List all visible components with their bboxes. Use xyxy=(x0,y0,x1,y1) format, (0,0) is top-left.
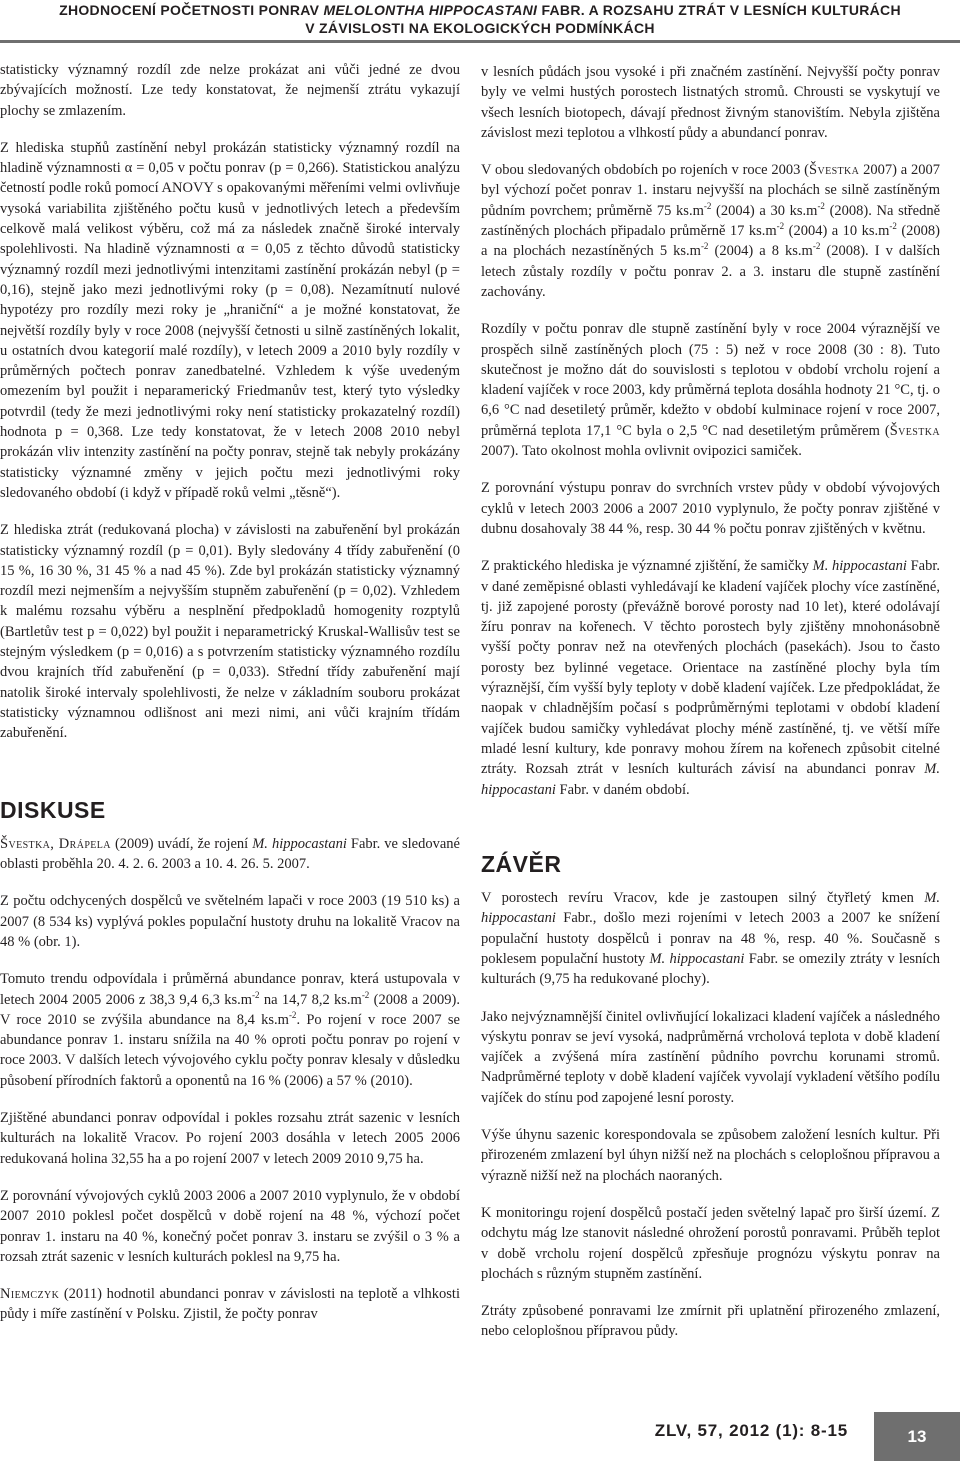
species-name: M. hippocastani xyxy=(812,558,907,575)
species-name: M. hippocastani xyxy=(481,890,940,927)
header-line-1: ZHODNOCENÍ POČETNOSTI PONRAV MELOLONTHA HIPPOCASTANI FABR. A ROZSAHU ZTRÁT V LESNÍCH KULTURÁCH xyxy=(59,2,901,18)
superscript: -2 xyxy=(361,989,370,1000)
paragraph: Z porovnání výstupu ponrav do svrchních vrstev půdy v období vývojových cyklů v letech 2003 2006 a 2007 2010 vyplynulo, že počty ponrav zjištěné v dubnu dosahovaly 38 44 %, resp. 30 44 % počtu ponrav zjištěných v květnu. xyxy=(481,480,940,537)
superscript: -2 xyxy=(252,989,260,1000)
author-names: Švestka xyxy=(889,422,940,439)
right-column xyxy=(481,62,940,1342)
paragraph: Jako nejvýznamnější činitel ovlivňující lokalizaci kladení vajíček a následného výskytu ponrav se jeví vysoká, nadprůměrná vrcholová teplota v době kladení vajíček a zvýšená míra zastínění půdního povrchu korunami stromů. Nadprůměrné teploty v době kladení vajíček vyvolají vykladení většího podílu vajíček do stínu pod zapojené lesní porosty. xyxy=(481,1008,940,1106)
paragraph: Švestka, Drápela (2009) uvádí, že rojení M. hippocastani Fabr. ve sledované oblasti proběhla 20. 4. 2. 6. 2003 a 10. 4. 26. 5. 2007. xyxy=(0,835,460,873)
left-column xyxy=(0,60,460,1325)
species-name: M. hippocastani xyxy=(649,950,745,967)
paragraph: Z porovnání vývojových cyklů 2003 2006 a 2007 2010 vyplynulo, že v období 2007 2010 poklesl počet dospělců v době rojení na 48 %, výchozí počet ponrav 1. instaru na 40 %, konečný počet ponrav 3. instaru se zvýšil o 3 % a rozsah ztrát sazenic v lesních kulturách poklesl na 9,75 ha. xyxy=(0,1187,460,1265)
paragraph: V porostech revíru Vracov, kde je zastoupen silný čtyřletý kmen M. hippocastani Fabr., došlo mezi rojeními v letech 2003 a 2007 ke snížení populační hustoty dospělců i ponrav na 48 %, resp. 40 %. Současně s poklesem populační hustoty M. hippocastani Fabr. se omezily ztráty v lesních kulturách (9,75 ha redukované plochy). xyxy=(481,890,940,988)
paragraph: statisticky významný rozdíl zde nelze prokázat ani vůči jedné ze dvou zbývajících možností. Lze tedy konstatovat, že nejmenší ztrátu vykazují plochy se zmlazením. xyxy=(0,62,460,119)
species-name: M. hippocastani xyxy=(252,835,347,852)
page-number: 13 xyxy=(874,1412,960,1461)
superscript: -2 xyxy=(703,200,712,211)
section-heading-diskuse: DISKUSE xyxy=(0,796,106,823)
paragraph: Z hlediska ztrát (redukovaná plocha) v závislosti na zabuřenění byl prokázán statisticky významný rozdíl (p = 0,01). Byly sledovány 4 třídy zabuřenění (0 15 %, 16 30 %, 31 45 % a nad 45 %). Zde byl prokázán statisticky významný rozdíl mezi nejmenším a nejvyšším stupněm zabuřenění (p = 0,02). Vzhledem k malému rozsahu výběru a nesplnění předpokladů homogenity rozptylů (Bartletův test p = 0,022) byl použit i neparametrický Kruskal-Wallisův test se stejným výsledkem (p = 0,016) a s potvrzením statisticky významného rozdílu dvou krajních tříd zabuřenění (p = 0,033). Střední třídy zabuřenění mají natolik široké intervaly spolehlivosti, že nelze v základním souboru prokázat statisticky významnou odlišnost ani mezi nimi, ani vůči krajním třídám zabuřenění. xyxy=(0,522,460,742)
paragraph: Z praktického hlediska je významné zjištění, že samičky M. hippocastani Fabr. v dané zeměpisné oblasti vyhledávají ke kladení vajíček plochy více zastíněné, tj. již zapojené porosty (převážně borové porosty nad 10 let), které odolávají žíru ponrav na kořenech. V těchto porostech byly zjištěny mnohonásobně vyšší počty ponrav než na otevřených plochách (pasekách). Jsou to často porosty bez bylinné vegetace. Orientace na zastíněné plochy byla tím výraznější, čím vyšší byly teploty v době kladení vajíček. Lze předpokládat, že naopak v chladnějším počasí s podprůměrnými teplotami v období kladení vajíček budou samičky vyhledávat plochy méně zastíněné, tj. ve větší míře mladé lesní kultury, kde ponravy mohou žírem na kořenech způsobit citelné ztráty. Rozsah ztrát v lesních kulturách závisí na abundanci ponrav M. hippocastani Fabr. v daném období. xyxy=(481,558,941,798)
paragraph: Ztráty způsobené ponravami lze zmírnit při uplatnění přirozeného zmlazení, nebo celoplošnou přípravou půdy. xyxy=(481,1303,940,1340)
header-line-2: V ZÁVISLOSTI NA EKOLOGICKÝCH PODMÍNKÁCH xyxy=(305,20,655,36)
superscript: -2 xyxy=(817,200,825,211)
superscript: -2 xyxy=(812,241,821,252)
paragraph: K monitoringu rojení dospělců postačí jeden světelný lapač pro širší území. Z odchytu mág lze stanovit následné ohrožení porostů ponravami. Průběh teplot v době vrcholu rojení dospělců zpřesňuje prognózu výskytu ponrav na plochách s různým stupněm zastínění. xyxy=(481,1204,940,1282)
species-name: M. hippocastani xyxy=(481,761,940,798)
author-names: Švestka xyxy=(808,162,860,179)
superscript: -2 xyxy=(288,1009,297,1020)
journal-citation: ZLV, 57, 2012 (1): 8-15 xyxy=(654,1421,848,1440)
superscript: -2 xyxy=(776,221,785,232)
running-header xyxy=(0,0,960,40)
paragraph: Niemczyk (2011) hodnotil abundanci ponrav v závislosti na teplotě a vlhkosti půdy i míře zastínění v Polsku. Zjistil, že počty ponrav xyxy=(0,1286,460,1323)
superscript: -2 xyxy=(889,221,897,232)
superscript: -2 xyxy=(700,241,709,252)
paragraph: V obou sledovaných obdobích po rojeních v roce 2003 (Švestka 2007) a 2007 byl výchozí počet ponrav 1. instaru nejvyšší na plochách se silně zastíněným půdním povrchem; průměrně 75 $ks.m^{-2}$ (2004) a 30 $ks.m^{-2}$ (2008). Na středně zastíněných plochách připadalo průměrně 17 $ks.m^{-2}$ (2004) a 10 $ks.m^{-2}$ (2008) a na plochách nezastíněných 5 $ks.m^{-2}$ (2004) a 8 $ks.m^{-2}$ (2008). I v dalších letech zůstaly rozdíly v počtu ponrav 2. a 3. instaru dle stupně zastínění zachovány. xyxy=(481,162,941,300)
section-heading-zaver: ZÁVĚR xyxy=(481,850,562,877)
paragraph: v lesních půdách jsou vysoké i při značném zastínění. Nejvyšší počty ponrav byly ve velmi hustých porostech listnatých stromů. Chrousti se vyskytují ve všech lesních biotopech, dávají přednost živným stanovištím. Nebyla zjištěna závislost mezi teplotou a vlhkostí půdy a abundancí ponrav. xyxy=(481,64,940,141)
paragraph: Rozdíly v počtu ponrav dle stupně zastínění byly v roce 2004 výraznější ve prospěch silně zastíněných ploch (75 : 5) než v roce 2008 (30 : 8). Tuto skutečnost je možno dát do souvislosti s teplotou v období vrcholu rojení a kladení vajíček v roce 2003, kdy průměrná teplota dosáhla hodnoty 21 °C, tj. o 6,6 °C nad desetiletý průměr, kdežto v období kulminace rojení v roce 2007, průměrná teplota 17,1 °C byla o 2,5 °C nad desetiletým průměrem (Švestka 2007). Tato okolnost mohla ovlivnit ovipozici samiček. xyxy=(481,321,940,460)
author-names: Švestka, Drápela xyxy=(0,835,111,852)
paragraph: Zjištěné abundanci ponrav odpovídal i pokles rozsahu ztrát sazenic v lesních kulturách na lokalitě Vracov. Po rojení 2003 dosáhla v letech 2005 2006 redukovaná holina 32,55 ha a po rojení 2007 v letech 2009 2010 9,75 ha. xyxy=(0,1110,460,1167)
author-names: Niemczyk xyxy=(0,1286,60,1303)
paragraph: Z hlediska stupňů zastínění nebyl prokázán statisticky významný rozdíl na hladině významnosti α = 0,05 v počtu ponrav (p = 0,266). Statistickou analýzu četností podle roků pomocí ANOVY s opakovanými měřeními velmi ovlivňuje vysoká variabilita zjištěného počtu kusů v jednotlivých letech a především celkově malá velikost výběru, což má za následek značně široké intervaly spolehlivosti. Na hladině významnosti α = 0,05 z těchto důvodů statisticky významný rozdíl mezi jednotlivými intenzitami zastínění prokázán nebyl (p = 0,16), stejně jako mezi jednotlivými roky (p = 0,08). Nezamítnutí nulové hypotézy pro rozdíly mezi roky je „hraniční“ a je možné konstatovat, že největší rozdíly byly v roce 2008 (nejvyšší četnosti u silně zastíněných lokalit, u ostatních dvou kategorií malé rozdíly), v letech 2009 a 2010 byly rozdíly v průměrných počtech ponrav zanedbatelné. Vzhledem k výše uvedeným omezením byl použit i neparamerický Friedmanův test, který tyto výsledky potvrdil (tedy že mezi jednotlivými roky není statisticky prokazatelný rozdíl) hodnota p = 0,368. Lze tedy konstatovat, že v letech 2008 2010 nebyl prokázán vliv intenzity zastínění na počty ponrav, stejně tak nebyly prokázány statisticky významné změny v jejich počtu mezi jednotlivými roky sledovaného období (i když v případě roků velmi „těsně“). xyxy=(0,139,460,501)
paragraph: Z počtu odchycených dospělců ve světelném lapači v roce 2003 (19 510 ks) a 2007 (8 534 ks) vyplývá pokles populační hustoty druhu na lokalitě Vracov na 48 % (obr. 1). xyxy=(0,893,460,950)
paragraph: Tomuto trendu odpovídala i průměrná abundance ponrav, která ustupovala v letech 2004 2005 2006 z 38,3 9,4 6,3 $ks.m^{-2}$ na 14,7 8,2 $ks.m^{-2}$ (2008 a 2009). V roce 2010 se zvýšila abundance na 8,4 $ks.m^{-2}$. Po rojení v roce 2007 se abundance ponrav 1. instaru snížila na 40 % oproti počtu ponrav po rojení v roce 2003. V dalších letech vývojového cyklu počty ponrav klesaly v důsledku působení přírodních faktorů a oponentů na 16 % (2006) a 57 % (2010). xyxy=(0,971,460,1089)
header-rule xyxy=(0,40,960,43)
paragraph: Výše úhynu sazenic korespondovala se způsobem založení lesních kultur. Při přirozeném zmlazení byl úhyn nižší než na plochách s celoplošnou přípravou a výrazně nižší než na plochách naoraných. xyxy=(481,1127,940,1184)
header-species: MELOLONTHA HIPPOCASTANI xyxy=(323,2,538,18)
